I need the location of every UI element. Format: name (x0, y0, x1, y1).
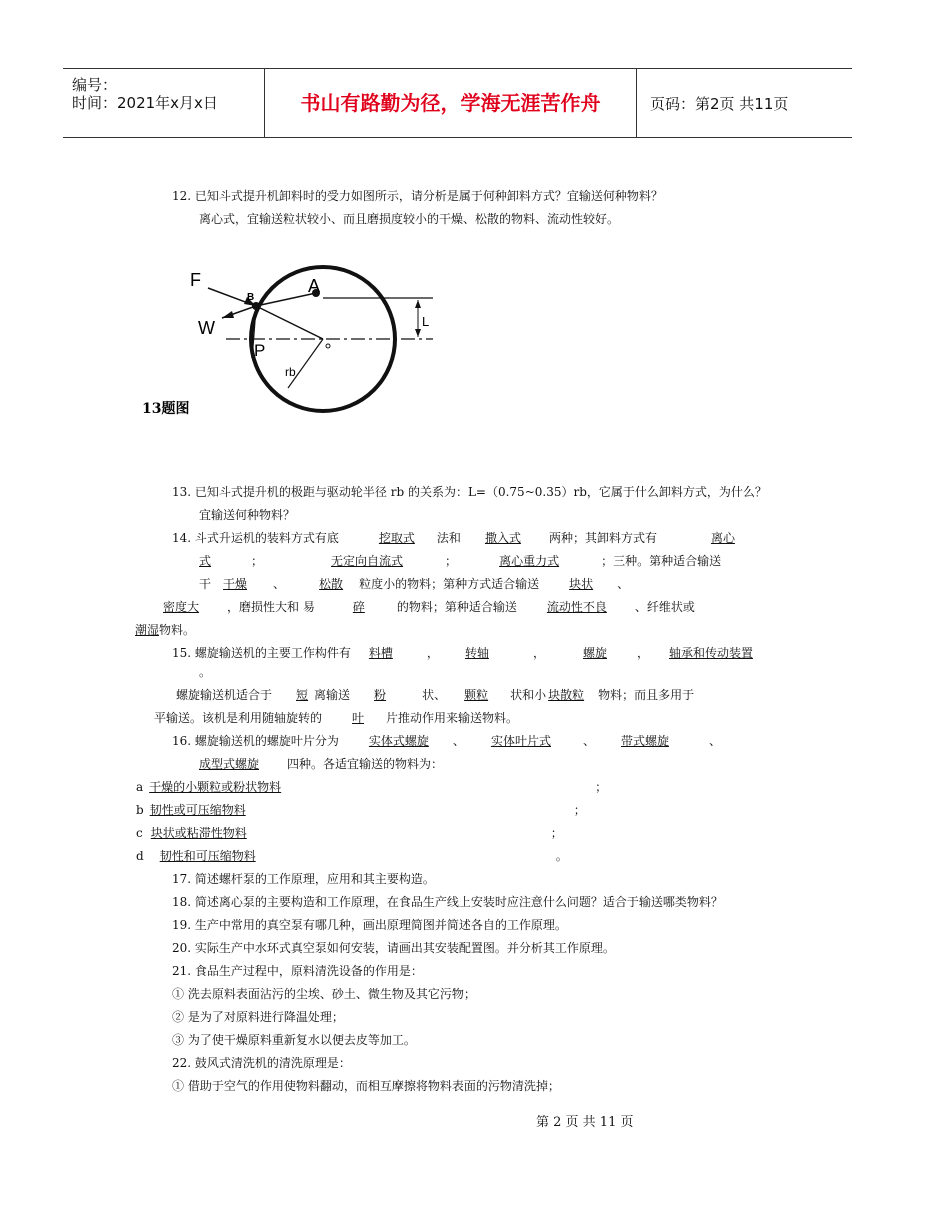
q14-line3: 干 干燥 、 松散 粒度小的物料；第种方式适合输送 块状 、 (199, 577, 630, 591)
q22-text: 22. 鼓风式清洗机的清洗原理是： (172, 1056, 351, 1070)
q19-text: 19. 生产中常用的真空泵有哪几种，画出原理简图并简述各自的工作原理。 (172, 918, 567, 932)
radius-line (288, 339, 323, 388)
q14-line1: 14. 斗式升运机的装料方式有底 挖取式 法和 撒入式 两种；其卸料方式有 离心 (172, 531, 735, 545)
figure-caption: 13题图 (142, 401, 190, 417)
bucket-elevator-figure (138, 248, 438, 428)
q21-item1: ① 洗去原料表面沾污的尘埃、砂土、微生物及其它污物； (172, 987, 476, 1001)
q21-item2: ② 是为了对原料进行降温处理； (172, 1010, 344, 1024)
q15-line3: 螺旋输送机适合于 短 离输送 粉 状、 颗粒 状和小 块散粒 物料；而且多用于 (176, 688, 695, 702)
q21-item3: ③ 为了使干燥原料重新复水以便去皮等加工。 (172, 1033, 416, 1047)
q16-d: d 韧性和可压缩物料 。 (136, 849, 568, 863)
q13-text-cont: 宜输送何种物料？ (199, 508, 296, 522)
q15-line2: 。 (199, 665, 212, 679)
label-W: W (198, 318, 215, 338)
q12-text: 12. 已知斗式提升机卸料时的受力如图所示，请分析是属于何种卸料方式？宜输送何种物料？ (172, 189, 663, 203)
q12-answer: 离心式，宜输送粒状较小、而且磨损度较小的干燥、松散的物料、流动性较好。 (199, 212, 620, 226)
label-A: A (308, 276, 321, 296)
q14-line5: 潮湿物料。 (135, 623, 196, 637)
q15-line4: 平输送。该机是利用随轴旋转的 叶 片推动作用来输送物料。 (154, 711, 519, 725)
q14-line4: 密度大 ，磨损性大和 易 碎 的物料；第种适合输送 流动性不良 、纤维状或 (163, 600, 695, 614)
page-header (63, 68, 852, 138)
q20-text: 20. 实际生产中水环式真空泵如何安装，请画出其安装配置图。并分析其工作原理。 (172, 941, 615, 955)
q16-b: b 韧性或可压缩物料 ； (136, 803, 586, 817)
label-L: L (422, 314, 430, 329)
label-F: F (190, 270, 201, 290)
number-label: 编号： (72, 76, 118, 94)
q16-line1: 16. 螺旋输送机的螺旋叶片分为 实体式螺旋 、 实体叶片式 、 带式螺旋 、 (172, 734, 721, 748)
q14-line2: 式 ； 无定向自流式 ； 离心重力式 ；三种。第种适合输送 (199, 554, 722, 568)
q13-text: 13. 已知斗式提升机的极距与驱动轮半径 rb 的关系为：L=（0.75~0.35）rb，它属于什么卸料方式，为什么？ (172, 485, 767, 499)
page-footer: 第 2 页 共 11 页 (536, 1115, 634, 1130)
q22-item1: ① 借助于空气的作用使物料翻动，而相互摩擦将物料表面的污物清洗掉； (172, 1079, 560, 1093)
time-label: 时间：2021年x月x日 (72, 94, 218, 112)
q16-a: a 干燥的小颗粒或粉状物料 ； (136, 780, 608, 794)
label-P: P (254, 341, 266, 360)
header-divider (636, 69, 637, 137)
q18-text: 18. 简述离心泵的主要构造和工作原理，在食品生产线上安装时应注意什么问题？适合于输送哪类物料？ (172, 895, 723, 909)
line-B-center (256, 306, 323, 339)
motto: 书山有路勤为径，学海无涯苦作舟 (300, 91, 601, 115)
q15-line1: 15. 螺旋输送机的主要工作构件有 料槽 ， 转轴 ， 螺旋 ， 轴承和传动装置 (172, 646, 754, 660)
q16-c: c 块状或粘滞性物料 ； (136, 826, 563, 840)
q21-text: 21. 食品生产过程中，原料清洗设备的作用是： (172, 964, 423, 978)
q16-line2: 成型式螺旋 四种。各适宜输送的物料为： (199, 757, 444, 771)
label-B: B (247, 292, 255, 303)
q17-text: 17. 简述螺杆泵的工作原理，应用和其主要构造。 (172, 872, 435, 886)
page-label: 页码：第2页 共11页 (650, 95, 789, 113)
label-rb: rb (285, 365, 296, 379)
